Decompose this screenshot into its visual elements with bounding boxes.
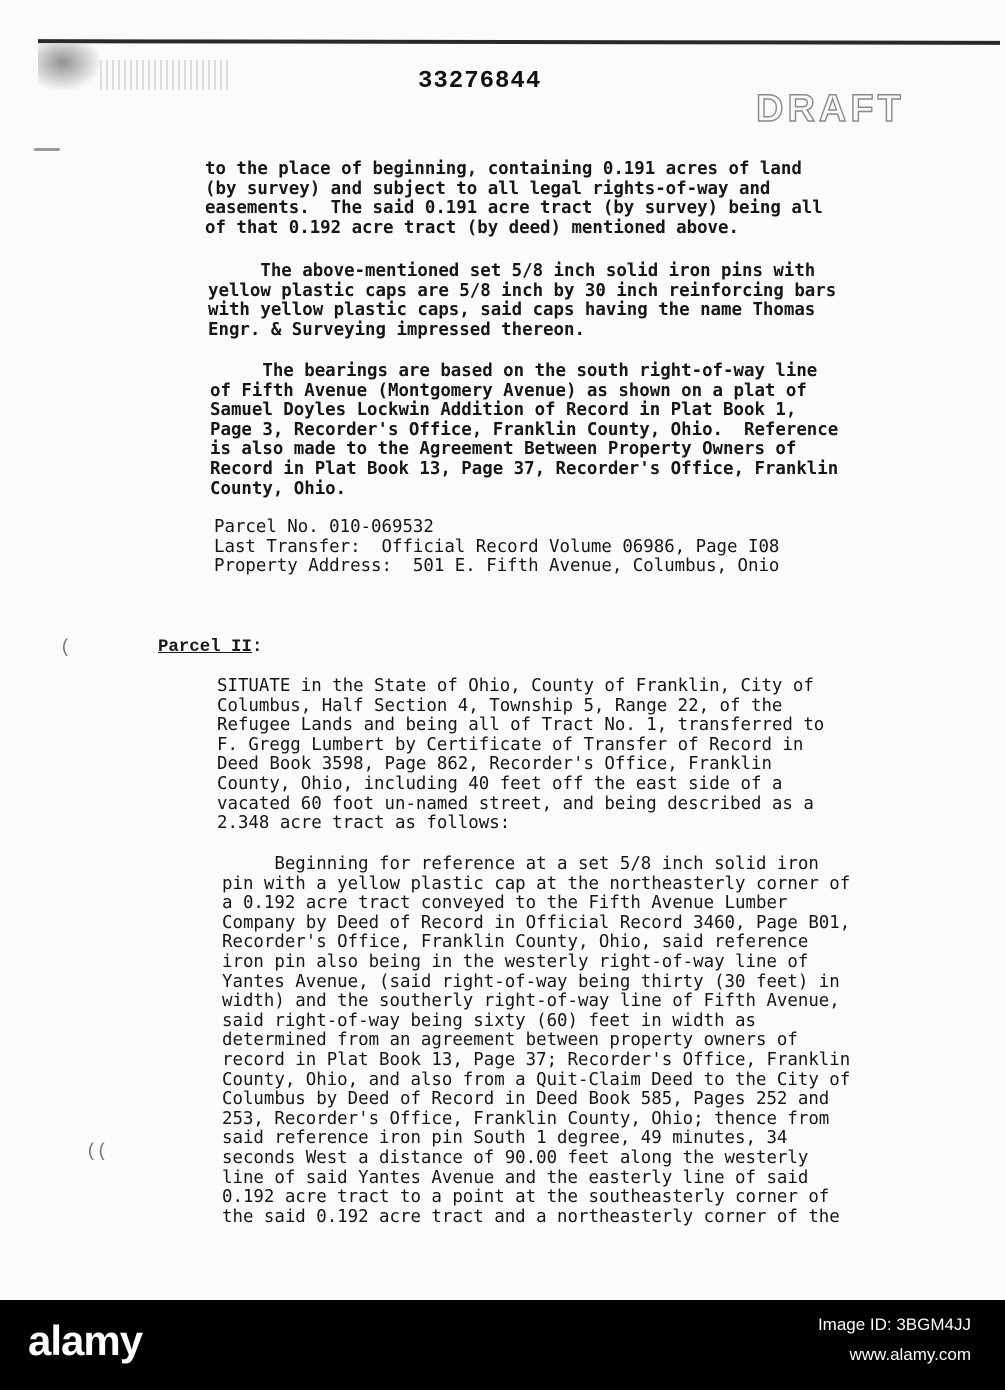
scan-smudge bbox=[100, 60, 230, 90]
margin-mark: ( bbox=[60, 638, 71, 658]
heading-label: Parcel II bbox=[158, 638, 252, 657]
paragraph-situate: SITUATE in the State of Ohio, County of Franklin, City of Columbus, Half Section 4, Township 5, Range 22, of the Refugee Lands and being all of Tract No. 1, transferred to F. Gregg Lumbert by Certificate of Transfer of Record in Deed Book 3598, Page 862, Recorder's Office, Franklin County, Ohio, including 40 feet off the east side of a vacated 60 foot un-named street, and being described as a 2.348 acre tract as follows: bbox=[217, 676, 825, 834]
scan-smudge bbox=[38, 44, 100, 90]
paragraph-bearings: The bearings are based on the south right-of-way line of Fifth Avenue (Montgomery Avenue) as shown on a plat of Samuel Doyles Lockwin Addition of Record in Plat Book 1, Page 3, Recorder's Office, Franklin County, Ohio. Reference is also made to the Agreement Between Property Owners of Record in Plat Book 13, Page 37, Recorder's Office, Franklin County, Ohio. bbox=[210, 361, 839, 499]
top-rule bbox=[38, 39, 1000, 45]
paragraph-closing: to the place of beginning, containing 0.191 acres of land (by survey) and subject to all legal rights-of-way and easements. The said 0.191 acre tract (by survey) being all of that 0.192 acre tract (by deed) mentioned above. bbox=[205, 159, 823, 238]
draft-stamp: DRAFT bbox=[756, 88, 905, 130]
brand-logo: alamy bbox=[28, 1317, 143, 1364]
paragraph-beginning: Beginning for reference at a set 5/8 inch solid iron pin with a yellow plastic cap at the northeasterly corner of a 0.192 acre tract conveyed to the Fifth Avenue Lumber Company by Deed of Record in Official Record 3460, Page B01, Recorder's Office, Franklin County, Ohio, said reference iron pin also being in the westerly right-of-way line of Yantes Avenue, (said right-of-way being thirty (30 feet) in width) and the southerly right-of-way line of Fifth Avenue, said right-of-way being sixty (60) feet in width as determined from an agreement between property owners of record in Plat Book 13, Page 37; Recorder's Office, Franklin County, Ohio, and also from a Quit-Claim Deed to the City of Columbus by Deed of Record in Deed Book 585, Pages 252 and 253, Recorder's Office, Franklin County, Ohio; thence from said reference iron pin South 1 degree, 49 minutes, 34 seconds West a distance of 90.00 feet along the westerly line of said Yantes Avenue and the easterly line of said 0.192 acre tract to a point at the southeasterly corner of the said 0.192 acre tract and a northeasterly corner of the bbox=[222, 854, 851, 1227]
margin-mark: (( bbox=[86, 1142, 108, 1162]
paragraph-iron-pins: The above-mentioned set 5/8 inch solid iron pins with yellow plastic caps are 5/8 inch by 30 inch reinforcing bars with yellow plastic caps, said caps having the name Thomas Engr. & Surveying impressed thereon. bbox=[208, 261, 837, 340]
site-url: www.alamy.com bbox=[849, 1345, 971, 1364]
image-id-block bbox=[818, 1310, 971, 1370]
margin-mark bbox=[34, 148, 60, 151]
image-id: Image ID: 3BGM4JJ bbox=[817, 1315, 971, 1334]
heading-colon: : bbox=[251, 638, 263, 657]
document-number: 33276844 bbox=[418, 68, 542, 95]
parcel-info: Parcel No. 010-069532 Last Transfer: Official Record Volume 06986, Page I08 Property Address: 501 E. Fifth Avenue, Columbus, Onio bbox=[214, 517, 780, 577]
section-heading-parcel-ii bbox=[158, 638, 262, 657]
